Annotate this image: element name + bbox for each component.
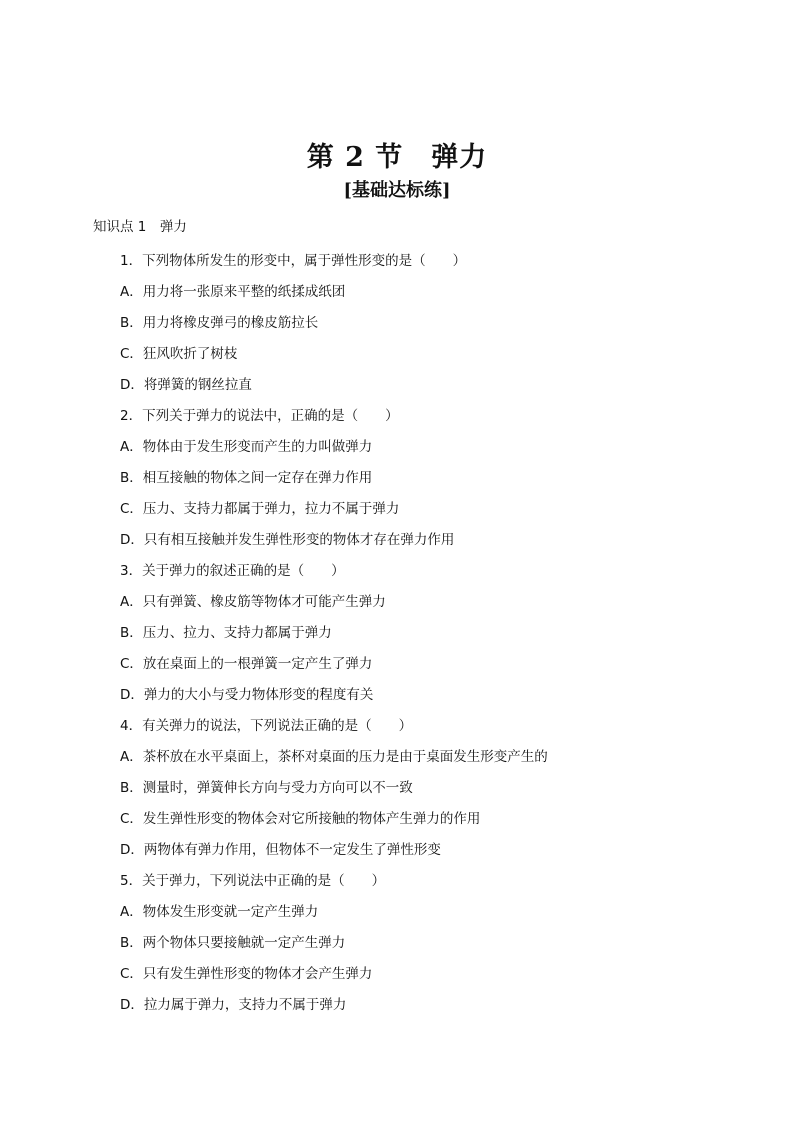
question-5 [120, 866, 760, 1021]
option-d: D．只有相互接触并发生弹性形变的物体才存在弹力作用 [120, 532, 455, 548]
option-b: B．压力、拉力、支持力都属于弹力 [120, 625, 332, 641]
option-c: C．压力、支持力都属于弹力，拉力不属于弹力 [120, 501, 400, 517]
question-stem: 3．关于弹力的叙述正确的是（ ） [120, 563, 345, 579]
option-d: D．拉力属于弹力，支持力不属于弹力 [120, 997, 347, 1013]
section-heading: 知识点 1 弹力 [93, 219, 187, 235]
question-1 [120, 246, 760, 401]
question-list [120, 246, 760, 1021]
option-c: C．放在桌面上的一根弹簧一定产生了弹力 [120, 656, 373, 672]
option-a: A．茶杯放在水平桌面上，茶杯对桌面的压力是由于桌面发生形变产生的 [120, 749, 548, 765]
option-c: C．只有发生弹性形变的物体才会产生弹力 [120, 966, 373, 982]
question-4 [120, 711, 760, 866]
option-d: D．两物体有弹力作用，但物体不一定发生了弹性形变 [120, 842, 441, 858]
option-a: A．只有弹簧、橡皮筋等物体才可能产生弹力 [120, 594, 386, 610]
page-subtitle: [基础达标练] [343, 180, 451, 201]
option-c: C．狂风吹折了树枝 [120, 346, 238, 362]
question-3 [120, 556, 760, 711]
question-stem: 2．下列关于弹力的说法中，正确的是（ ） [120, 408, 399, 424]
page-title: 第 2 节 弹力 [306, 142, 488, 173]
option-d: D．弹力的大小与受力物体形变的程度有关 [120, 687, 374, 703]
option-b: B．测量时，弹簧伸长方向与受力方向可以不一致 [120, 780, 413, 796]
option-b: B．用力将橡皮弹弓的橡皮筋拉长 [120, 315, 319, 331]
option-d: D．将弹簧的钢丝拉直 [120, 377, 252, 393]
option-b: B．相互接触的物体之间一定存在弹力作用 [120, 470, 373, 486]
option-b: B．两个物体只要接触就一定产生弹力 [120, 935, 346, 951]
option-a: A．物体由于发生形变而产生的力叫做弹力 [120, 439, 373, 455]
question-stem: 4．有关弹力的说法，下列说法正确的是（ ） [120, 718, 413, 734]
option-a: A．物体发生形变就一定产生弹力 [120, 904, 319, 920]
question-stem: 5．关于弹力，下列说法中正确的是（ ） [120, 873, 386, 889]
question-stem: 1．下列物体所发生的形变中，属于弹性形变的是（ ） [120, 253, 467, 269]
option-c: C．发生弹性形变的物体会对它所接触的物体产生弹力的作用 [120, 811, 481, 827]
option-a: A．用力将一张原来平整的纸揉成纸团 [120, 284, 346, 300]
question-2 [120, 401, 760, 556]
